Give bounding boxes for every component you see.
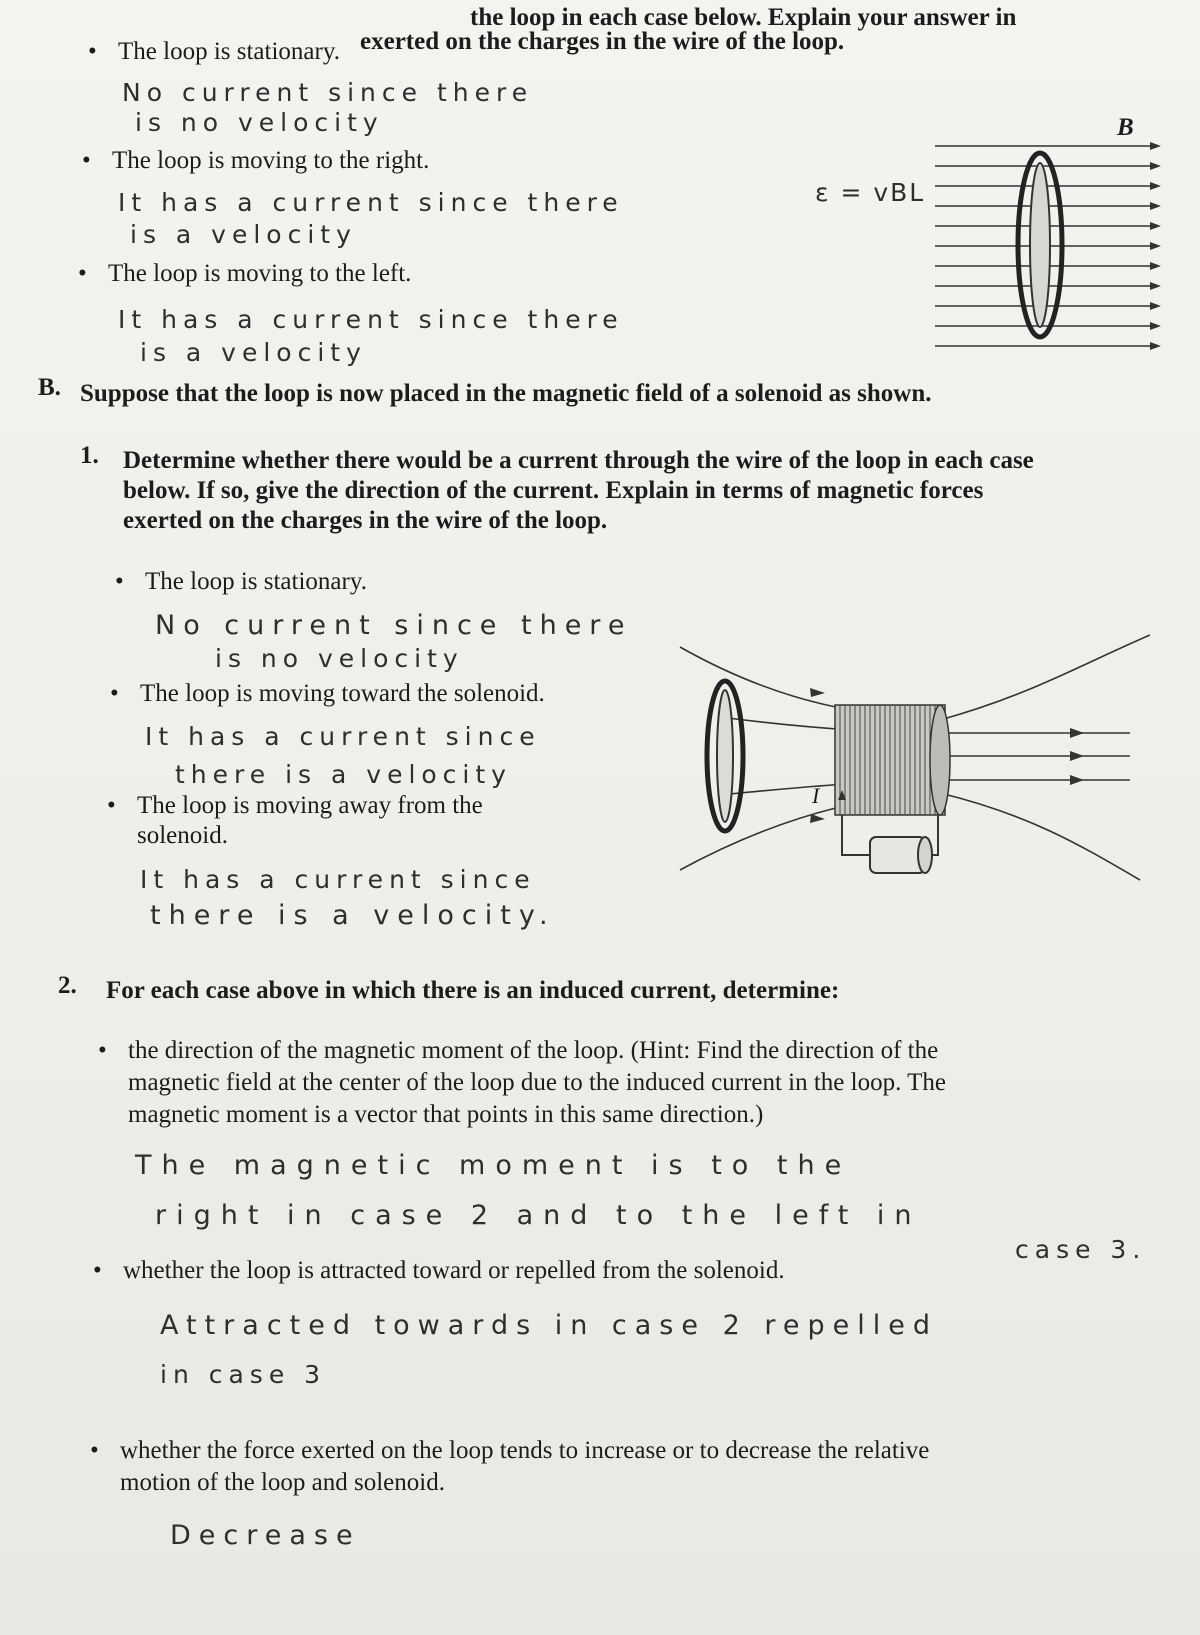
q1-bullet-2-prompt: • The loop is moving toward the solenoid.	[140, 678, 545, 709]
top-fragment-text: the loop in each case below. Explain your answer in	[470, 4, 1017, 31]
q2-answer-2-line1: Attracted towards in case 2 repelled	[160, 1310, 938, 1341]
q2-bullet-1-line3: magnetic moment is a vector that points in this same direction.)	[128, 1101, 764, 1128]
field-label-B: B	[1117, 114, 1134, 141]
q2-answer-2-line2: in case 3	[160, 1360, 327, 1389]
partA-bullet-1-answer-line1: No current since there	[122, 78, 534, 107]
partA-bullet-1-answer-line2: is no velocity	[135, 108, 384, 137]
q1-text-line1: Determine whether there would be a current through the wire of the loop in each case	[123, 447, 1034, 474]
q1-text-line3: exerted on the charges in the wire of the loop.	[123, 507, 608, 534]
q1-bullet-3-prompt-line1: • The loop is moving away from the	[137, 790, 483, 821]
partA-bullet-2-prompt: • The loop is moving to the right.	[112, 145, 429, 176]
q2-answer-3: Decrease	[170, 1520, 361, 1551]
q2-bullet-3-line2: motion of the loop and solenoid.	[120, 1469, 445, 1496]
q2-intro: For each case above in which there is an induced current, determine:	[106, 977, 840, 1004]
q2-bullet-3-line1: • whether the force exerted on the loop tends to increase or to decrease the relative	[120, 1435, 929, 1466]
top-fragment-text-2: exerted on the charges in the wire of the loop.	[360, 28, 845, 55]
current-label-I: I	[812, 783, 820, 808]
emf-equation-note: ε = vBL	[815, 178, 926, 207]
q1-bullet-2-answer-line1: It has a current since	[145, 722, 541, 751]
solenoid-field-diagram	[650, 625, 1150, 890]
q1-bullet-3-prompt-line2: solenoid.	[137, 822, 228, 849]
q2-bullet-1-line2: magnetic field at the center of the loop due to the induced current in the loop. The	[128, 1069, 947, 1096]
partA-bullet-2-answer-line2: is a velocity	[130, 220, 357, 249]
q2-bullet-1-line1: • the direction of the magnetic moment of the loop. (Hint: Find the direction of the	[128, 1035, 938, 1066]
partB-letter: B.	[38, 374, 61, 401]
q1-bullet-3-answer-line1: It has a current since	[140, 865, 536, 894]
q1-bullet-1-answer-line2: is no velocity	[215, 644, 464, 673]
q1-text-line2: below. If so, give the direction of the current. Explain in terms of magnetic forces	[123, 477, 984, 504]
q2-answer-1-line3: case 3.	[1015, 1235, 1147, 1264]
q2-number: 2.	[58, 972, 77, 999]
partA-bullet-3-answer-line2: is a velocity	[140, 338, 367, 367]
partA-bullet-3-answer-line1: It has a current since there	[118, 305, 624, 334]
q1-bullet-3-answer-line2: there is a velocity.	[150, 900, 556, 931]
q1-number: 1.	[80, 442, 99, 469]
uniform-field-diagram	[935, 110, 1165, 370]
q1-bullet-1-answer-line1: No current since there	[155, 610, 633, 641]
partB-heading: Suppose that the loop is now placed in the magnetic field of a solenoid as shown.	[80, 380, 932, 407]
q2-bullet-2: • whether the loop is attracted toward or repelled from the solenoid.	[123, 1255, 785, 1286]
q2-answer-1-line1: The magnetic moment is to the	[135, 1150, 852, 1181]
partA-bullet-3-prompt: • The loop is moving to the left.	[108, 258, 411, 289]
partA-bullet-1-prompt: • The loop is stationary.	[118, 36, 340, 67]
q1-bullet-2-answer-line2: there is a velocity	[175, 760, 512, 789]
partA-bullet-2-answer-line1: It has a current since there	[118, 188, 624, 217]
q2-answer-1-line2: right in case 2 and to the left in	[155, 1200, 922, 1231]
q1-bullet-1-prompt: • The loop is stationary.	[145, 566, 367, 597]
